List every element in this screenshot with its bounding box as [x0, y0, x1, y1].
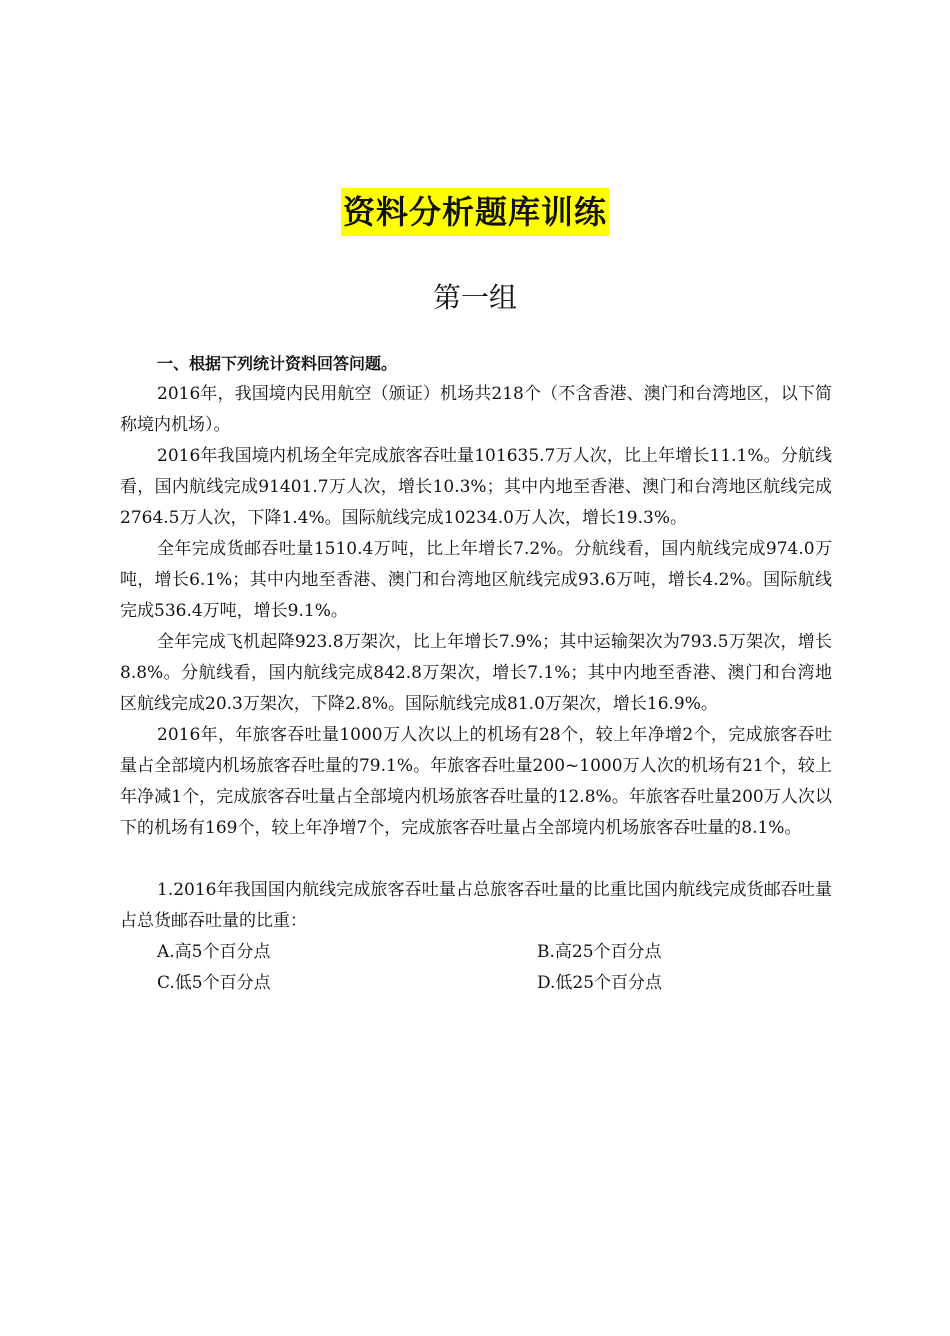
- title-container: [0, 188, 950, 236]
- option-a: A.高5个百分点: [157, 942, 271, 962]
- option-d: D.低25个百分点: [537, 973, 663, 993]
- option-b: B.高25个百分点: [537, 942, 662, 962]
- paragraph-airports-count: 2016年，我国境内民用航空（颁证）机场共218个（不含香港、澳门和台湾地区，以下简称境内机场）。: [120, 384, 832, 435]
- paragraph-passenger-throughput: 2016年我国境内机场全年完成旅客吞吐量101635.7万人次，比上年增长11.1%。分航线看，国内航线完成91401.7万人次，增长10.3%；其中内地至香港、澳门和台湾地区航线完成2764.5万人次，下降1.4%。国际航线完成10234.0万人次，增长19.3%。: [120, 446, 832, 528]
- paragraph-flight-movements: 全年完成飞机起降923.8万架次，比上年增长7.9%；其中运输架次为793.5万架次，增长8.8%。分航线看，国内航线完成842.8万架次，增长7.1%；其中内地至香港、澳门和台湾地区航线完成20.3万架次，下降2.8%。国际航线完成81.0万架次，增长16.9%。: [120, 632, 832, 714]
- page-title: 资料分析题库训练: [341, 188, 609, 236]
- paragraph-cargo-throughput: 全年完成货邮吞吐量1510.4万吨，比上年增长7.2%。分航线看，国内航线完成974.0万吨，增长6.1%；其中内地至香港、澳门和台湾地区航线完成93.6万吨，增长4.2%。国际航线完成536.4万吨，增长9.1%。: [120, 539, 832, 621]
- answer-options: [120, 937, 832, 999]
- paragraph-airport-tiers: 2016年，年旅客吞吐量1000万人次以上的机场有28个，较上年净增2个，完成旅客吞吐量占全部境内机场旅客吞吐量的79.1%。年旅客吞吐量200~1000万人次的机场有21个，较上年净减1个，完成旅客吞吐量占全部境内机场旅客吞吐量的12.8%。年旅客吞吐量200万人次以下的机场有169个，较上年净增7个，完成旅客吞吐量占全部境内机场旅客吞吐量的8.1%。: [120, 725, 832, 838]
- question-text: 1.2016年我国国内航线完成旅客吞吐量占总旅客吞吐量的比重比国内航线完成货邮吞吐量占总货邮吞吐量的比重：: [120, 880, 832, 931]
- option-c: C.低5个百分点: [157, 973, 271, 993]
- group-subtitle: 第一组: [432, 281, 517, 314]
- spacer: [120, 844, 832, 875]
- document-body: [120, 348, 832, 999]
- section-heading: 一、根据下列统计资料回答问题。: [157, 354, 398, 373]
